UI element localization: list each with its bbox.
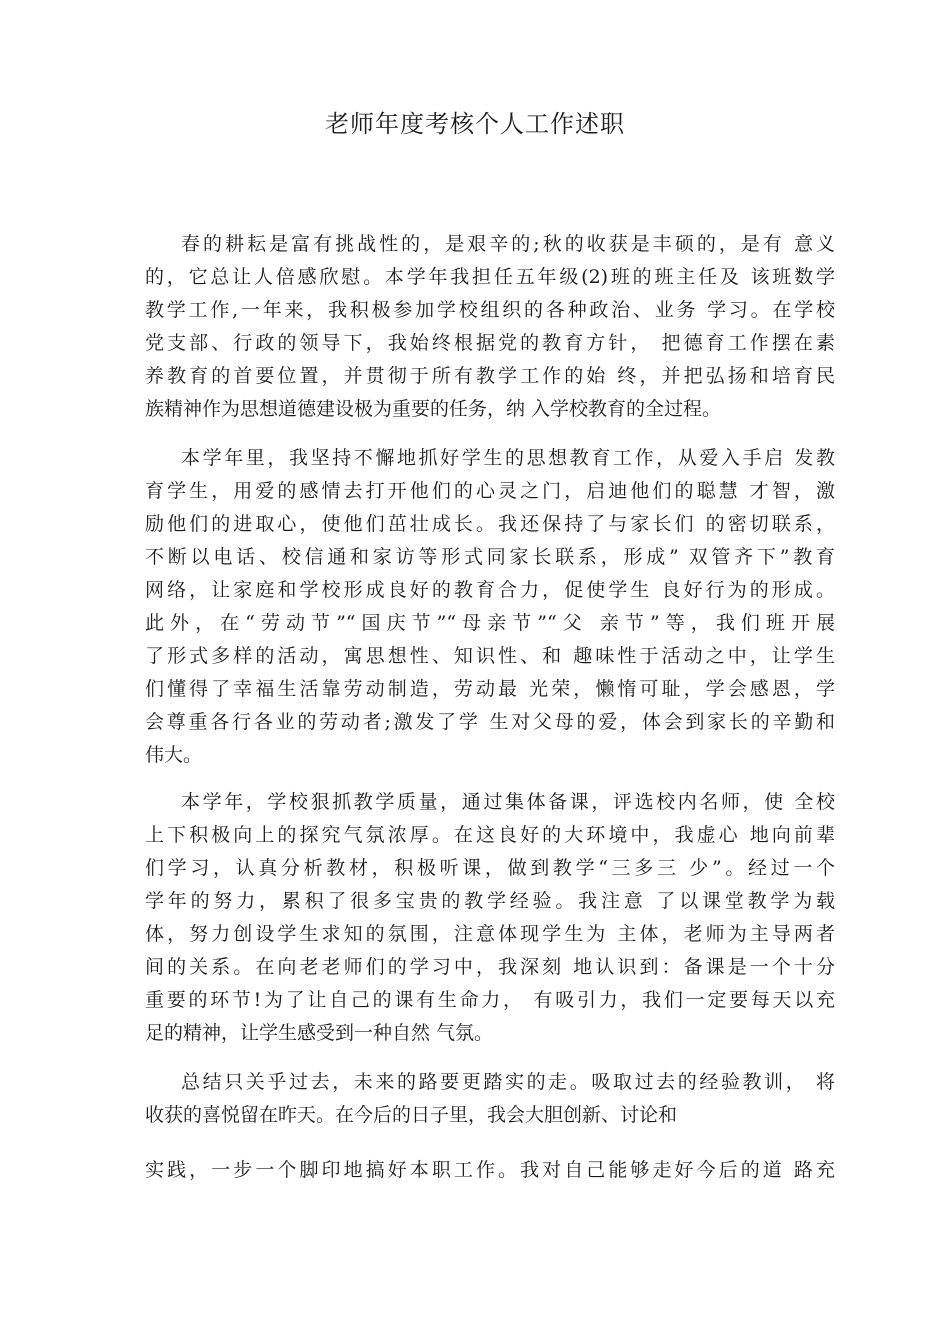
text-line: 实践，一步一个脚印地搞好本职工作。我对自己能够走好今后的道 路充 bbox=[145, 1159, 835, 1181]
text-line: 会尊重各行各业的劳动者;激发了学 生对父母的爱，体会到家长的辛勤和 bbox=[145, 711, 835, 733]
text-line: 教学工作,一年来，我积极参加学校组织的各种政治、业务 学习。在学校 bbox=[145, 299, 835, 321]
text-line: 此外，在“劳动节”“国庆节”“母亲节”“父 亲节”等，我们班开展 bbox=[145, 612, 835, 634]
text-line: 伟大。 bbox=[145, 744, 203, 766]
text-line: 励他们的进取心，使他们茁壮成长。我还保持了与家长们 的密切联系， bbox=[145, 513, 835, 535]
text-line: 了形式多样的活动，寓思想性、知识性、和 趣味性于活动之中，让学生 bbox=[145, 645, 835, 667]
document-body bbox=[145, 228, 835, 1203]
document-title: 老师年度考核个人工作述职 bbox=[325, 110, 625, 138]
paragraph-1 bbox=[145, 228, 835, 426]
text-line: 族精神作为思想道德建设极为重要的任务，纳 入学校教育的全过程。 bbox=[145, 398, 722, 420]
text-line: 们学习，认真分析教材，积极听课，做到教学“三多三 少”。经过一个 bbox=[145, 857, 835, 879]
text-line: 不断以电话、校信通和家访等形式同家长联系，形成” 双管齐下”教育 bbox=[145, 546, 835, 568]
paragraph-2 bbox=[145, 442, 835, 772]
text-line: 的，它总让人倍感欣慰。本学年我担任五年级(2)班的班主任及 该班数学 bbox=[145, 266, 835, 288]
text-line: 党支部、行政的领导下，我始终根据党的教育方针， 把德育工作摆在素 bbox=[145, 332, 835, 354]
text-line: 体，努力创设学生求知的氛围，注意体现学生为 主体，老师为主导两者 bbox=[145, 923, 835, 945]
text-line: 上下积极向上的探究气氛浓厚。在这良好的大环境中，我虚心 地向前辈 bbox=[145, 824, 835, 846]
text-line: 学年的努力，累积了很多宝贵的教学经验。我注意 了以课堂教学为载 bbox=[145, 890, 835, 912]
text-line: 间的关系。在向老老师们的学习中，我深刻 地认识到：备课是一个十分 bbox=[145, 956, 835, 978]
text-line: 们懂得了幸福生活靠劳动制造，劳动最 光荣，懒惰可耻，学会感恩，学 bbox=[145, 678, 835, 700]
text-line: 本学年里，我坚持不懈地抓好学生的思想教育工作，从爱入手启 发教 bbox=[181, 447, 835, 469]
text-line: 春的耕耘是富有挑战性的，是艰辛的;秋的收获是丰硕的，是有 意义 bbox=[181, 233, 835, 255]
text-line: 足的精神，让学生感受到一种自然 气氛。 bbox=[145, 1022, 494, 1044]
text-line: 收获的喜悦留在昨天。在今后的日子里，我会大胆创新、讨论和 bbox=[145, 1104, 678, 1126]
paragraph-4 bbox=[145, 1066, 835, 1132]
paragraph-5 bbox=[145, 1154, 835, 1187]
paragraph-3 bbox=[145, 786, 835, 1050]
text-line: 养教育的首要位置，并贯彻于所有教学工作的始 终，并把弘扬和培育民 bbox=[145, 365, 835, 387]
text-line: 本学年，学校狠抓教学质量，通过集体备课，评选校内名师，使 全校 bbox=[181, 791, 835, 813]
text-line: 总结只关乎过去，未来的路要更踏实的走。吸取过去的经验教训， 将 bbox=[181, 1071, 835, 1093]
text-line: 重要的环节!为了让自己的课有生命力， 有吸引力，我们一定要每天以充 bbox=[145, 989, 835, 1011]
text-line: 网络，让家庭和学校形成良好的教育合力，促使学生 良好行为的形成。 bbox=[145, 579, 835, 601]
text-line: 育学生，用爱的感情去打开他们的心灵之门，启迪他们的聪慧 才智，激 bbox=[145, 480, 835, 502]
